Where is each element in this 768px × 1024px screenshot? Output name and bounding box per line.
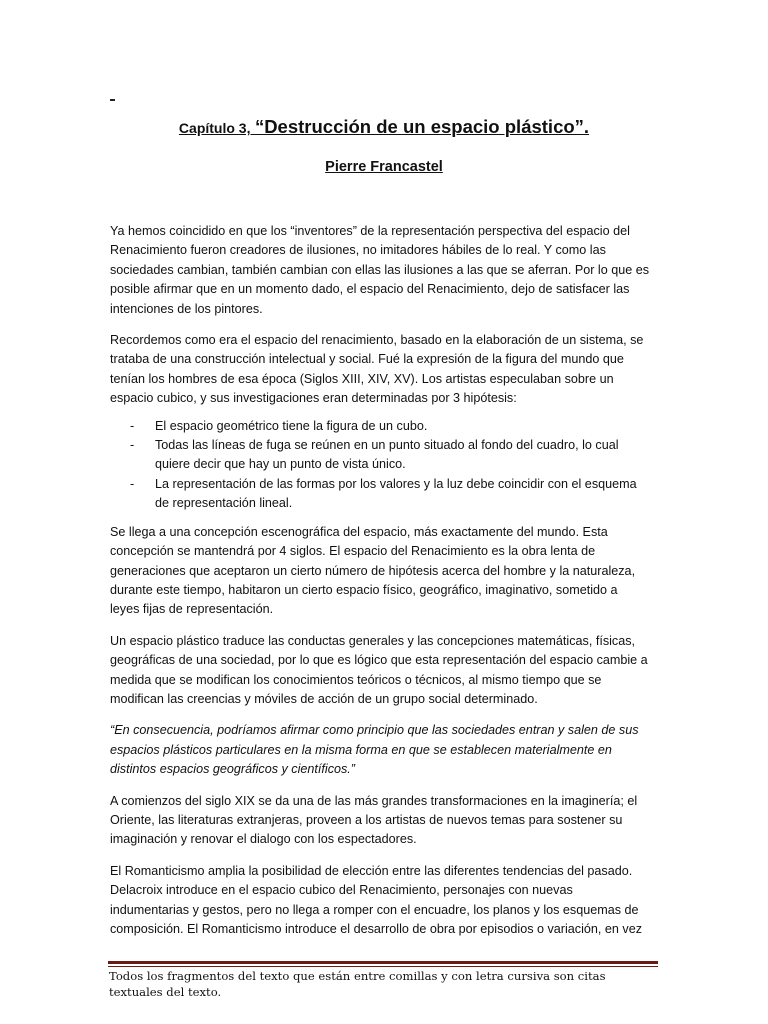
text-line: A comienzos del siglo XIX se da una de las más grandes transformaciones en la imaginería; el: [110, 793, 638, 808]
list-item: [110, 475, 662, 514]
bullet-dash: -: [130, 418, 135, 433]
text-line: generaciones que aceptaron un cierto número de hipótesis acerca del hombre y la naturaleza,: [110, 563, 636, 578]
text-line: sociedades cambian, también cambian con ellas las ilusiones a las que se aferran. Por lo que es: [110, 262, 650, 277]
text-line: leyes fijas de representación.: [110, 602, 274, 617]
text-line: Renacimiento fueron creadores de ilusiones, no imitadores hábiles de lo real. Y como las: [110, 243, 606, 258]
text-line: “En consecuencia, podríamos afirmar como principio que las sociedades entran y salen de sus: [110, 723, 639, 738]
text-line: Ya hemos coincidido en que los “inventores” de la representación perspectiva del espacio del: [110, 224, 630, 238]
title-prefix: Capítulo 3,: [178, 120, 251, 136]
text-line: Se llega a una concepción escenográfica del espacio, más exactamente del mundo. Esta: [110, 524, 608, 539]
text-line: composición. El Romanticismo introduce el desarrollo de obra por episodios o variación, en vez: [110, 922, 643, 936]
text-line: Todas las líneas de fuga se reúnen en un punto situado al fondo del cuadro, lo cual: [155, 438, 619, 453]
text-line: espacio cubico, y sus investigaciones eran determinadas por 3 hipótesis:: [110, 391, 517, 406]
text-line: imaginación y renovar el dialogo con los espectadores.: [110, 832, 417, 847]
text-line: espacios plásticos particulares en la misma forma en que se establecen materialmente en: [110, 742, 612, 757]
list-item: [110, 436, 662, 475]
bullet-dash: -: [130, 476, 135, 491]
text-line: quiere decir que hay un punto de vista único.: [155, 457, 406, 472]
title-main: “Destrucción de un espacio plástico”.: [254, 116, 590, 137]
page-marker: [110, 99, 115, 101]
text-line: posible afirmar que en un momento dado, el espacio del Renacimiento, dejo de satisfacer las: [110, 282, 630, 297]
text-line: concepción se mantendrá por 4 siglos. El espacio del Renacimiento es la obra lenta de: [110, 544, 596, 559]
page-title: [0, 116, 768, 138]
body-text: [110, 222, 662, 951]
text-line: indumentarias y gestos, pero no llega a romper con el encuadre, los planos y los esquemas de: [110, 902, 639, 917]
text-line: El Romanticismo amplia la posibilidad de elección entre las diferentes tendencias del pasado.: [110, 863, 633, 878]
text-line: geográficas de una sociedad, por lo que es lógico que esta representación del espacio cambie a: [110, 653, 648, 668]
paragraph-5: [110, 792, 662, 850]
author-name: Pierre Francastel: [325, 159, 443, 175]
paragraph-1: [110, 222, 662, 319]
paragraph-2: [110, 331, 662, 409]
footnote-line: Todos los fragmentos del texto que están entre comillas y con letra cursiva son citas: [109, 969, 606, 983]
text-line: de representación lineal.: [155, 496, 293, 511]
footnote-line: textuales del texto.: [109, 985, 222, 999]
text-line: El espacio geométrico tiene la figura de un cubo.: [155, 418, 428, 433]
list-item: [110, 417, 662, 436]
quote-paragraph: [110, 721, 662, 779]
text-line: La representación de las formas por los valores y la luz debe coincidir con el esquema: [155, 476, 637, 491]
text-line: trataba de una construcción intelectual y social. Fué la expresión de la figura del mundo que: [110, 352, 624, 367]
paragraph-6: [110, 862, 662, 940]
text-line: Un espacio plástico traduce las conductas generales y las concepciones matemáticas, físicas,: [110, 633, 636, 648]
text-line: tenían los hombres de esa época (Siglos XIII, XIV, XV). Los artistas especulaban sobre un: [110, 371, 614, 386]
text-line: Recordemos como era el espacio del renacimiento, basado en la elaboración de un sistema, se: [110, 333, 644, 348]
text-line: durante este tiempo, habitaron un cierto espacio físico, geográfico, imaginativo, sometido a: [110, 582, 618, 597]
hypotheses-list: [110, 417, 662, 514]
bullet-dash: -: [130, 438, 135, 453]
text-line: Delacroix introduce en el espacio cubico del Renacimiento, personajes con nuevas: [110, 883, 573, 898]
footer-divider: [108, 961, 658, 967]
text-line: medida que se modifican los conocimientos teóricos o técnicos, al mismo tiempo que se: [110, 672, 602, 687]
text-line: modifican las creencias y móviles de acción de un grupo social determinado.: [110, 691, 538, 706]
paragraph-3: [110, 523, 662, 620]
text-line: distintos espacios geográficos y científicos.”: [110, 762, 355, 777]
paragraph-4: [110, 632, 662, 710]
text-line: intenciones de los pintores.: [110, 301, 263, 316]
text-line: Oriente, las literaturas extranjeras, proveen a los artistas de nuevos temas para sostener su: [110, 812, 623, 827]
footnote: [109, 968, 669, 1000]
